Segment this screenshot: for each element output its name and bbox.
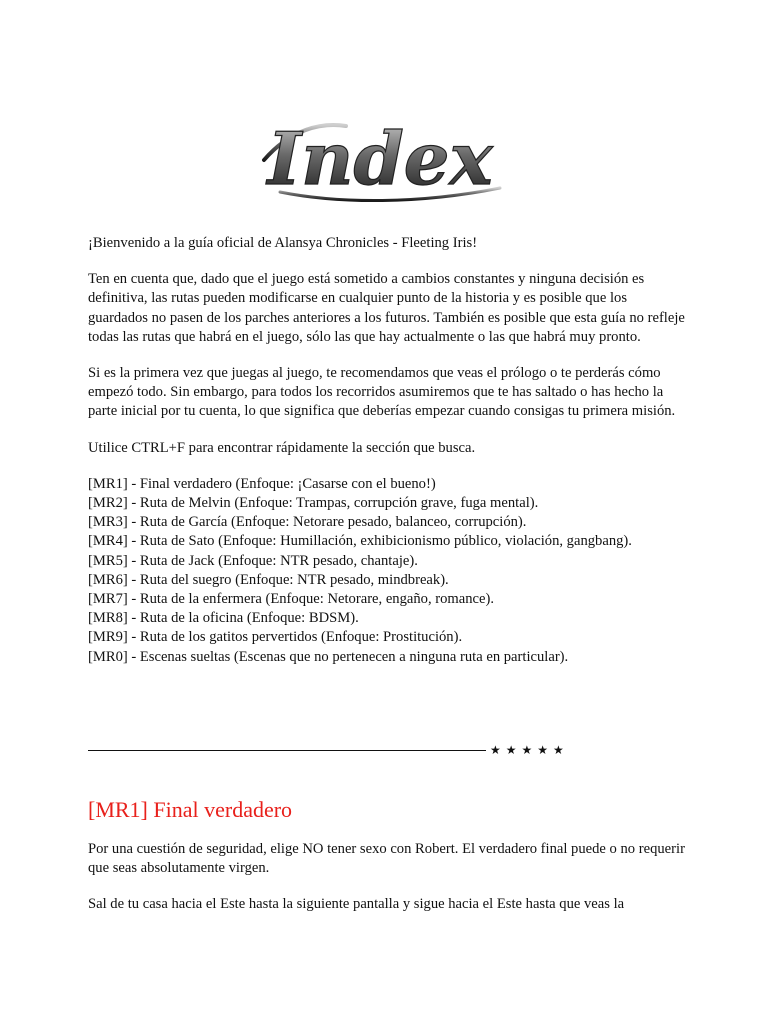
intro-content xyxy=(88,234,688,667)
route-item-mr8: [MR8] - Ruta de la oficina (Enfoque: BDSM). xyxy=(88,610,359,627)
intro-paragraph-1: Ten en cuenta que, dado que el juego está sometido a cambios constantes y ninguna decisión es definitiva, las rutas pueden modificarse en cualquier punto de la historia y es posible que los guardados no pasen de los parches anteriores a los futuros. También es posible que esta guía no refleje todas las rutas que habrá en el juego, sólo las que hay actualmente o las que habrá muy pronto. xyxy=(88,271,685,345)
index-logo xyxy=(250,100,510,220)
route-item-mr0: [MR0] - Escenas sueltas (Escenas que no pertenecen a ninguna ruta en particular). xyxy=(88,648,569,665)
route-item-mr2: [MR2] - Ruta de Melvin (Enfoque: Trampas, corrupción grave, fuga mental). xyxy=(88,495,539,512)
section-paragraph-2: Sal de tu casa hacia el Este hasta la siguiente pantalla y sigue hacia el Este hasta que veas la xyxy=(88,896,625,913)
section-separator xyxy=(88,740,588,760)
route-item-mr9: [MR9] - Ruta de los gatitos pervertidos (Enfoque: Prostitución). xyxy=(88,629,463,646)
route-item-mr1: [MR1] - Final verdadero (Enfoque: ¡Casarse con el bueno!) xyxy=(88,475,436,492)
search-hint: Utilice CTRL+F para encontrar rápidamente la sección que busca. xyxy=(88,439,476,456)
index-logo-text: Index xyxy=(267,116,493,201)
section-title-mr1: [MR1] Final verdadero xyxy=(88,797,293,822)
index-logo-image xyxy=(250,100,510,220)
welcome-text: ¡Bienvenido a la guía oficial de Alansya Chronicles - Fleeting Iris! xyxy=(88,235,478,251)
route-list xyxy=(88,475,688,667)
route-item-mr5: [MR5] - Ruta de Jack (Enfoque: NTR pesado, chantaje). xyxy=(88,552,418,569)
separator-stars: ★★★★★ xyxy=(490,743,569,757)
section-body-mr1 xyxy=(88,840,688,932)
route-item-mr6: [MR6] - Ruta del suegro (Enfoque: NTR pesado, mindbreak). xyxy=(88,571,449,588)
route-item-mr4: [MR4] - Ruta de Sato (Enfoque: Humillación, exhibicionismo público, violación, gangbang). xyxy=(88,533,632,550)
section-paragraph-1: Por una cuestión de seguridad, elige NO tener sexo con Robert. El verdadero final puede o no requerir que seas absolutamente virgen. xyxy=(88,841,685,877)
route-item-mr3: [MR3] - Ruta de García (Enfoque: Netorare pesado, balanceo, corrupción). xyxy=(88,514,527,531)
route-item-mr7: [MR7] - Ruta de la enfermera (Enfoque: Netorare, engaño, romance). xyxy=(88,591,495,608)
separator-rule xyxy=(88,750,486,751)
intro-paragraph-2: Si es la primera vez que juegas al juego, te recomendamos que veas el prólogo o te perderás cómo empezó todo. Sin embargo, para todos los recorridos asumiremos que te has saltado o has hecho la parte inicial por tu cuenta, lo que significa que deberías empezar cuando consigas tu primera misión. xyxy=(88,365,676,420)
